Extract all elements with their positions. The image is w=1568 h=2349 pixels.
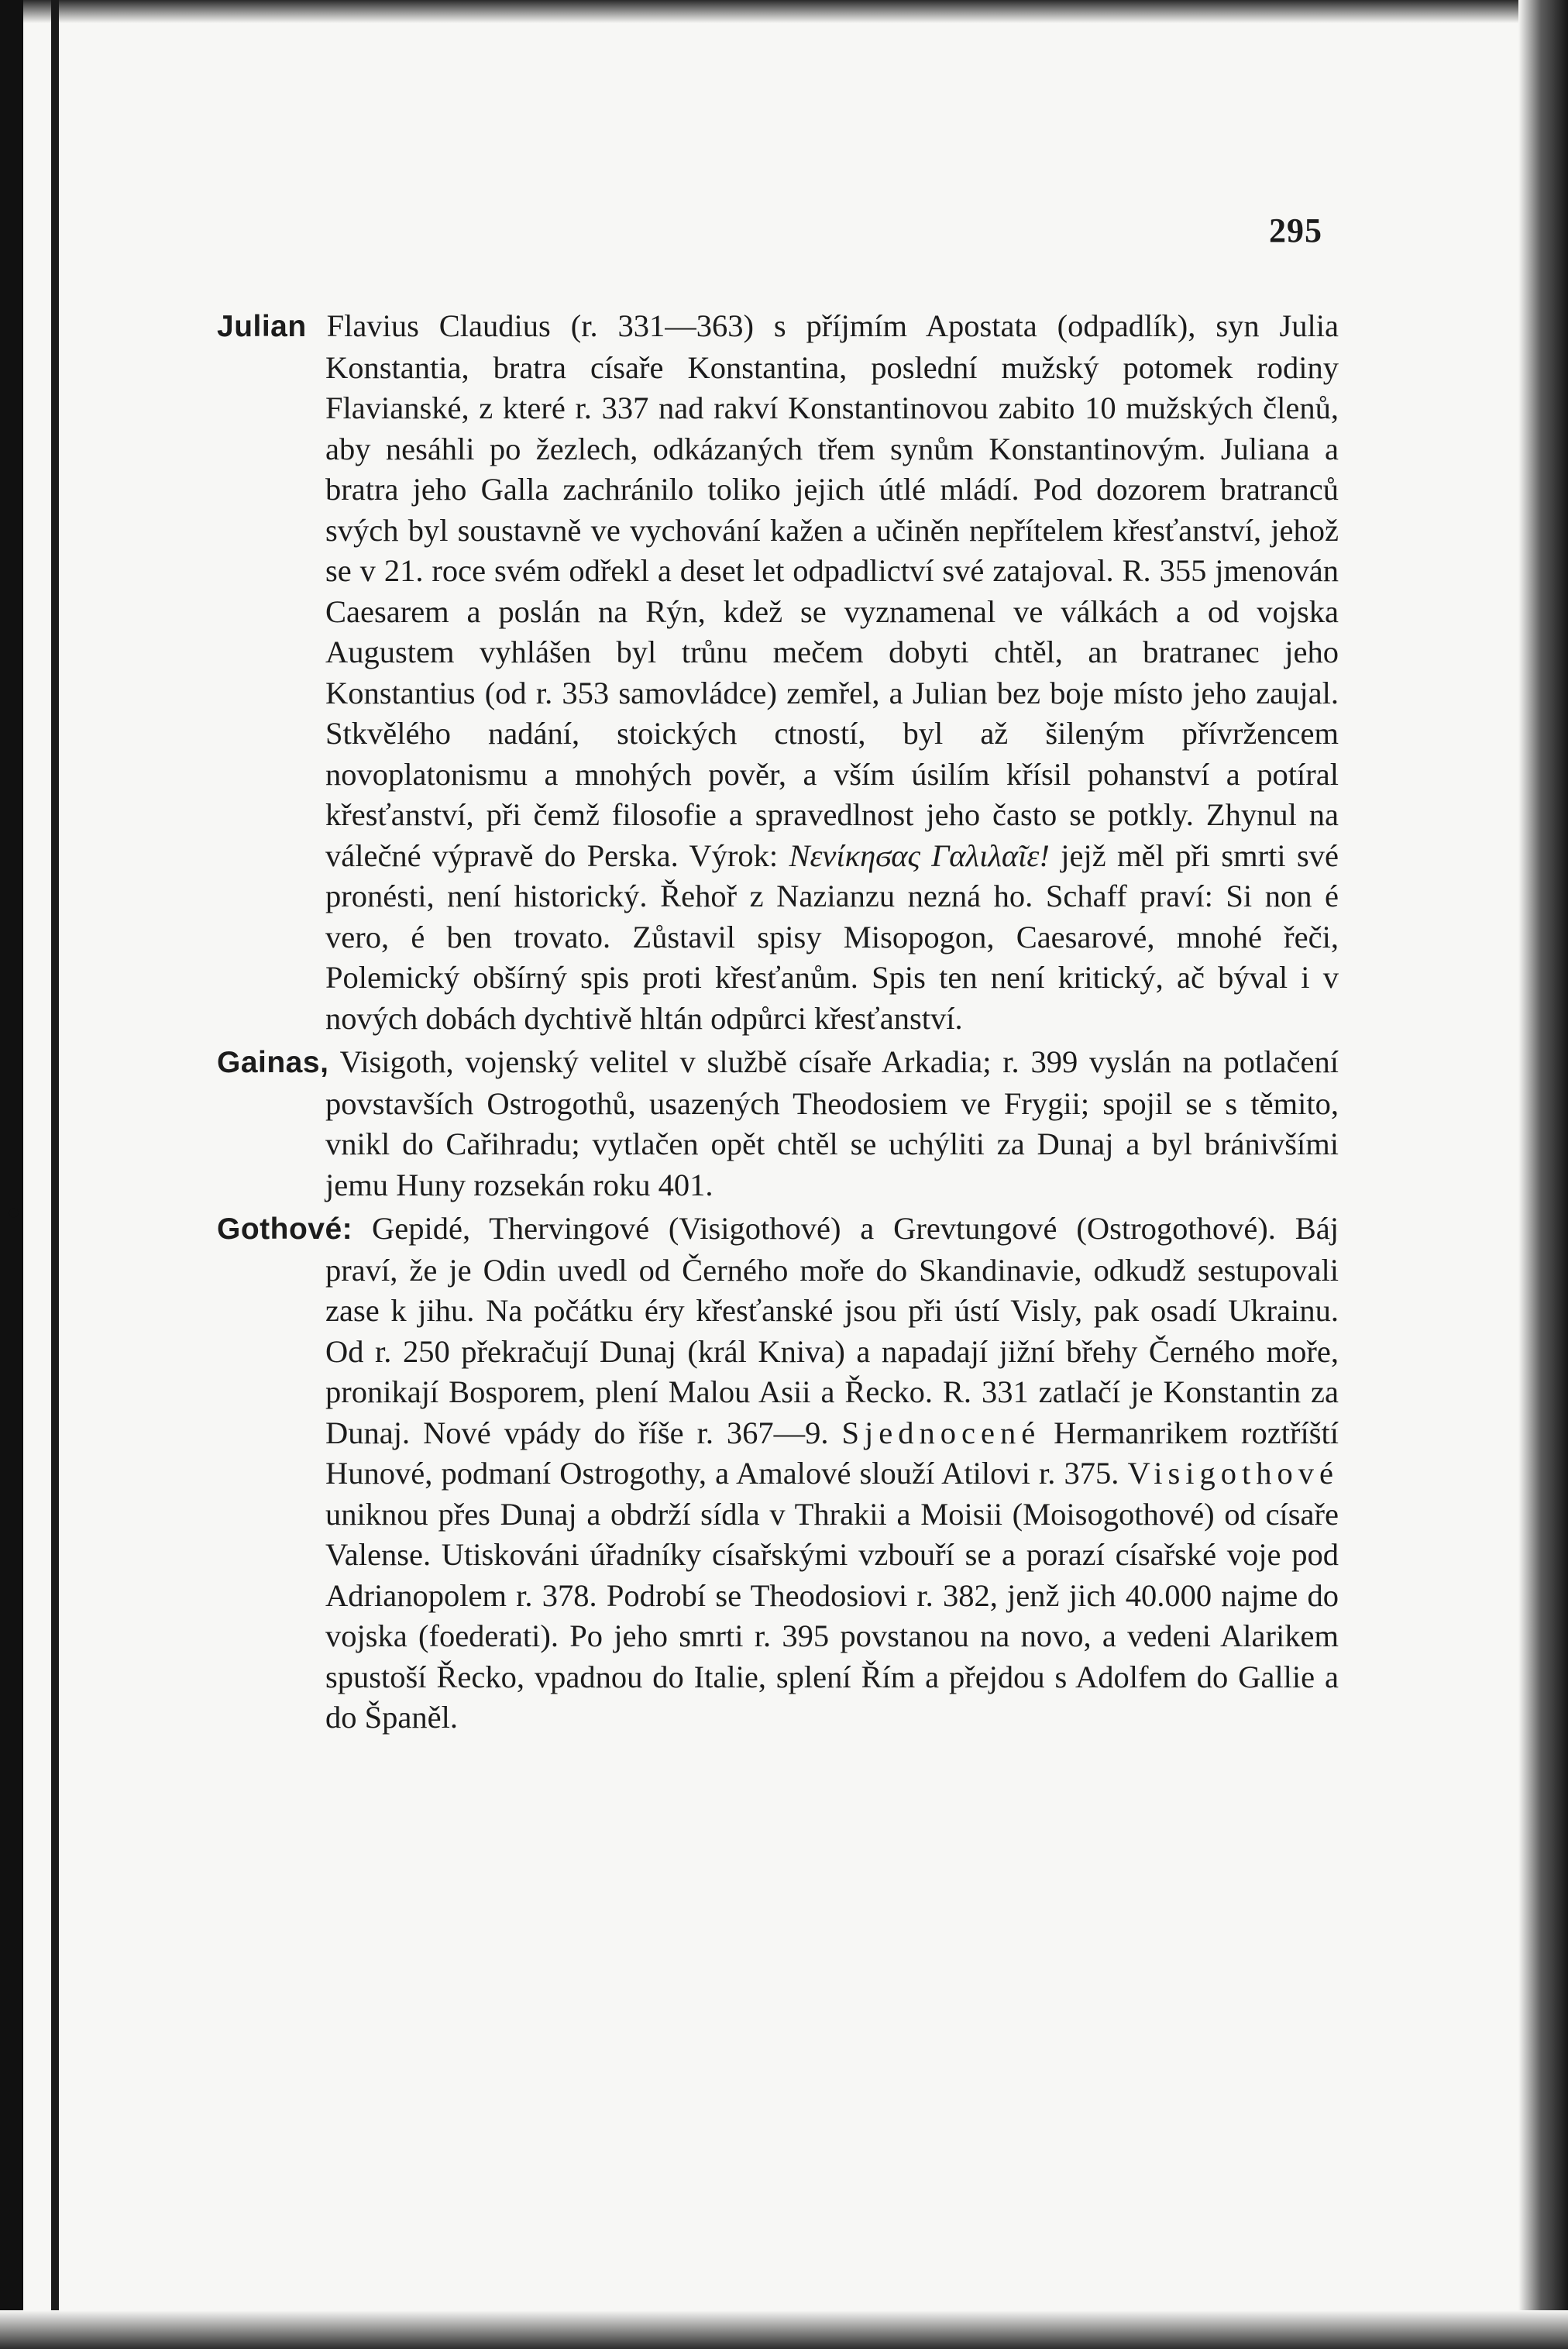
- entry-term: Gainas,: [217, 1046, 329, 1079]
- scan-top-edge: [0, 0, 1568, 23]
- greek-quote: Νενίκηϭας Γαλιλαῖε!: [789, 837, 1050, 873]
- scan-left-rule: [51, 0, 59, 2349]
- entry-text: Gepidé, Thervingové (Visigothové) a Grevtungové (Ostrogothové). Báj praví, že je Odin uvedl od Černého moře do Skandinavie, odkudž sestupovali zase k jihu. Na počátku éry křesťanské jsou při ústí Visly, pak osadí Ukrainu. Od r. 250 překračují Dunaj (král Kniva) a napadají jižní břehy Černého moře, pronikají Bosporem, plení Malou Asii a Řecko. R. 331 zatlačí je Konstantin za Dunaj. Nové vpády do říše r. 367—9.: [325, 1211, 1339, 1450]
- entry-term: Gothové:: [217, 1212, 353, 1246]
- entry-text: Flavius Claudius (r. 331—363) s příjmím Apostata (odpadlík), syn Julia Konstantia, bratra císaře Konstantina, poslední mužský potomek rodiny Flavianské, z které r. 337 nad rakví Konstantinovou zabito 10 mužských členů, aby nesáhli po žezlech, odkázaných třem synům Konstantinovým. Juliana a bratra jeho Galla zachránilo toliko jejich útlé mládí. Pod dozorem bratranců svých byl soustavně ve vychování kažen a učiněn nepřítelem křesťanství, jehož se v 21. roce svém odřekl a deset let odpadlictví své zatajoval. R. 355 jmenován Caesarem a poslán na Rýn, kdež se vyznamenal ve válkách a od vojska Augustem vyhlášen byl trůnu mečem dobyti chtěl, an bratranec jeho Konstantius (od r. 353 samovládce) zemřel, a Julian bez boje místo jeho zaujal. Stkvělého nadání, stoických ctností, byl až šileným přívržencem novoplatonismu a mnohých pověr, a vším úsilím křísil pohanství a potíral křesťanství, při čemž filosofie a spravedlnost jeho často se potkly. Zhynul na válečné výpravě do Perska. Výrok:: [306, 308, 1339, 873]
- entry-text: jejž měl při smrti své pronésti, není historický. Řehoř z Nazianzu nezná ho. Schaff praví: Si non é vero, é ben trovato. Zůstavil spisy Misopogon, Caesarové, mnohé řeči, Polemický obšírný spis proti křesťanům. Spis ten není kritický, ač býval i v nových dobách dychtivě hltán odpůrci křesťanství.: [325, 837, 1339, 1036]
- entry-term: Julian: [217, 310, 307, 343]
- dictionary-entries: [217, 306, 1339, 1742]
- spaced-emphasis: Visigothové: [1127, 1456, 1339, 1491]
- entry-text: Hermanrikem roztříští Hunové, podmaní Ostrogothy, a Amalové slouží Atilovi r. 375.: [325, 1415, 1339, 1491]
- entry-gothove: [217, 1209, 1339, 1739]
- spaced-emphasis: Sjednocené: [841, 1415, 1041, 1450]
- entry-julian: [217, 306, 1339, 1039]
- entry-gainas: [217, 1042, 1339, 1205]
- entry-text: Visigoth, vojenský velitel v službě císaře Arkadia; r. 399 vyslán na potlačení povstavších Ostrogothů, usazených Theodosiem ve Frygii; spojil se s těmito, vnikl do Cařihradu; vytlačen opět chtěl se uchýliti za Dunaj a byl bránivšími jemu Huny rozsekán roku 401.: [325, 1044, 1339, 1202]
- scan-bottom-edge: [0, 2310, 1568, 2349]
- scan-left-edge: [0, 0, 23, 2349]
- margin-mark-icon: •: [8, 1194, 20, 1232]
- page-number: 295: [1269, 212, 1322, 249]
- entry-text: uniknou přes Dunaj a obdrží sídla v Thrakii a Moisii (Moisogothové) od císaře Valense. Utiskováni úřadníky císařskými vzbouří se a porazí císařské voje pod Adrianopolem r. 378. Podrobí se Theodosiovi r. 382, jenž jich 40.000 najme do vojska (foederati). Po jeho smrti r. 395 povstanou na novo, a vedeni Alarikem spustoší Řecko, vpadnou do Italie, splení Řím a přejdou s Adolfem do Gallie a do Španěl.: [325, 1496, 1339, 1735]
- scan-right-edge: [1518, 0, 1568, 2349]
